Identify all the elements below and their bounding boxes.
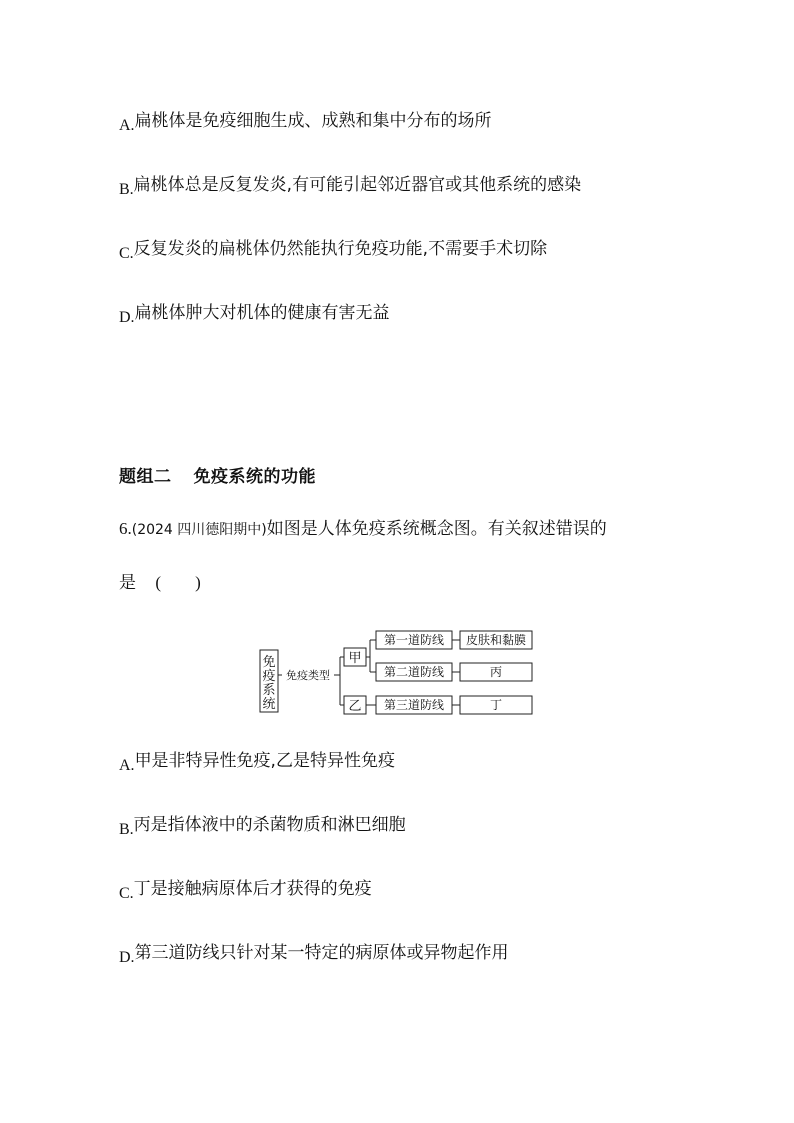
option-letter: C. — [119, 245, 134, 262]
option-b-prev — [119, 174, 581, 197]
option-text: 第三道防线只针对某一特定的病原体或异物起作用 — [134, 943, 509, 963]
section-title: 免疫系统的功能 — [193, 467, 316, 487]
root-char-4: 统 — [262, 697, 276, 712]
section-label: 题组二 — [119, 467, 172, 487]
option-letter: D. — [119, 309, 135, 326]
option-text: 丁是接触病原体后才获得的免疫 — [133, 879, 372, 899]
option-c-prev — [119, 238, 547, 261]
option-letter: D. — [119, 949, 135, 966]
ding-label: 丁 — [489, 698, 503, 712]
yi-label: 乙 — [348, 699, 362, 714]
bing-label: 丙 — [489, 665, 503, 679]
option-a-prev — [119, 110, 492, 133]
line1-label: 第一道防线 — [383, 633, 445, 647]
option-text: 甲是非特异性免疫,乙是特异性免疫 — [134, 751, 395, 771]
root-char-2: 疫 — [262, 669, 276, 684]
question-stem-line2 — [119, 572, 201, 594]
option-letter: C. — [119, 885, 134, 902]
option-c[interactable] — [119, 878, 372, 901]
option-letter: A. — [119, 117, 135, 134]
option-text: 扁桃体是免疫细胞生成、成熟和集中分布的场所 — [134, 111, 492, 131]
immune-concept-diagram — [256, 628, 536, 718]
option-letter: B. — [119, 821, 134, 838]
option-d-prev — [119, 302, 390, 325]
line2-label: 第二道防线 — [383, 665, 445, 679]
type-label: 免疫类型 — [286, 669, 330, 682]
option-letter: A. — [119, 757, 135, 774]
option-text: 扁桃体肿大对机体的健康有害无益 — [134, 303, 390, 323]
question-text-tail: 是 — [119, 573, 136, 593]
option-d[interactable] — [119, 942, 509, 965]
skin-label: 皮肤和黏膜 — [465, 633, 527, 647]
option-text: 反复发炎的扁桃体仍然能执行免疫功能,不需要手术切除 — [133, 239, 548, 259]
option-b[interactable] — [119, 814, 406, 837]
jia-label: 甲 — [348, 651, 362, 666]
root-char-1: 免 — [262, 655, 276, 670]
line3-label: 第三道防线 — [383, 698, 445, 712]
option-letter: B. — [119, 181, 134, 198]
question-number: 6. — [119, 519, 132, 538]
question-source: (2024 四川德阳期中) — [131, 522, 267, 538]
question-stem — [119, 518, 607, 541]
answer-blank: ( ) — [155, 573, 201, 592]
section-heading — [119, 462, 316, 487]
option-text: 丙是指体液中的杀菌物质和淋巴细胞 — [133, 815, 406, 835]
option-text: 扁桃体总是反复发炎,有可能引起邻近器官或其他系统的感染 — [133, 175, 582, 195]
option-a[interactable] — [119, 750, 395, 773]
root-char-3: 系 — [262, 683, 276, 698]
question-text: 如图是人体免疫系统概念图。有关叙述错误的 — [266, 519, 607, 539]
